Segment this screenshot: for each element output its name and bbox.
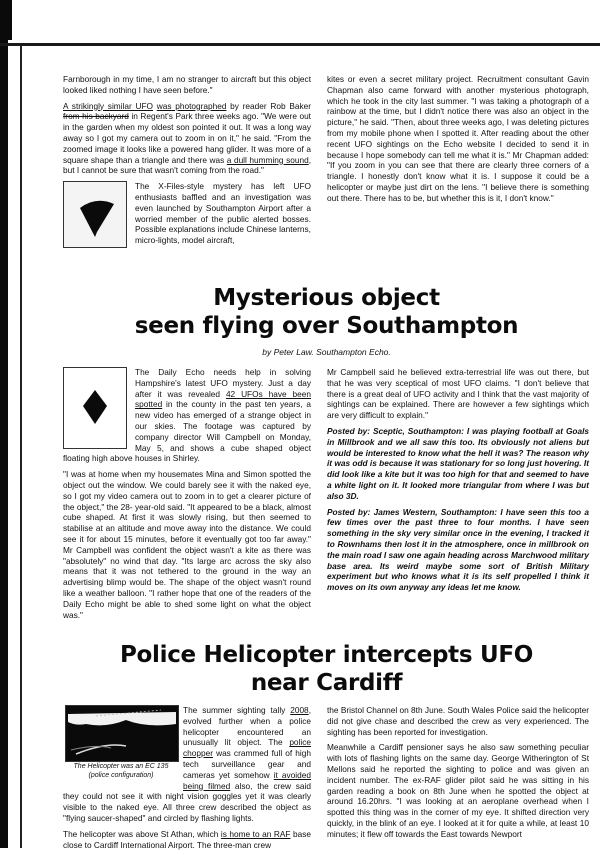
paragraph: The X-Files-style mystery has left UFO enthusiasts baffled and an investigation was even launched by Southampton Airport after a worried member of the public alerted bosses. Possible explanations include Chinese lanterns, micro-lights, model aircraft,: [135, 181, 311, 246]
text: in Regent's Park three weeks ago. "We were out in the garden when my oldest son pointed it out. It was a long way away so I got my camera out to zoom in on it," he said. "From the zoomed image it looks like a powered hang glider. It was more of a square shape than a triangle and there was: [63, 111, 311, 165]
text: The helicopter was above St Athan, which: [63, 828, 221, 839]
underlined-text: 2008: [290, 705, 309, 715]
paragraph: kites or even a secret military project. Recruitment consultant Gavin Chapman also came forward with another mysterious photograph, which he took in the city last summer. "I was taking a photograph of a rainbow at the time, but I didn't notice there was also an object in the picture," he said. "Then, about three weeks ago, I was deleting pictures from my mobile phone when I spotted it. After reading about the other recent UFO sightings on the Echo website I decided to send it in because I hope somebody can tell me what it is." Mr Chapman added: "If you zoom in you can see that there are clearly three corners of a triangle. I honestly don't know what it is. I suppose it could be a helicopter or maybe just dirt on the lens. "I believe there is something out there. There has to be, but whether this is it, I don't know.": [327, 74, 589, 203]
paragraph: [63, 829, 311, 851]
paragraph: Mr Campbell said he believed extra-terrestrial life was out there, but that he was very sceptical of most UFO claims. "I don't believe that there is a great deal of UFO activity and I think that the vast majority of sightings can be explained. There are however a few sightings which are very difficult to explain.": [327, 367, 589, 421]
headline-southampton: [63, 284, 590, 340]
southampton-right-column: [327, 367, 589, 598]
ufo-triangle-photo-icon: [64, 182, 126, 247]
black-diamond-ufo-icon: [64, 368, 126, 448]
margin-rule: [20, 45, 22, 848]
cardiff-left-column: [63, 705, 311, 855]
paragraph: the Bristol Channel on 8th June. South Wales Police said the helicopter did not give chase and described the crew as very experienced. The sighting has been reported for investigation.: [327, 705, 589, 737]
headline-line: Mysterious object: [213, 285, 440, 311]
top-rule: [0, 43, 600, 46]
text: also, the crew said they could not see it with night vision goggles yet it was clearly visible to the naked eye. All three crew described the object as "flying saucer-shaped" and circled by flashing lights.: [63, 780, 311, 823]
text: , but I cannot be sure that wasn't coming from the road.": [63, 154, 311, 176]
top-right-column: [327, 74, 589, 209]
byline: by Peter Law. Southampton Echo.: [262, 347, 391, 357]
helicopter-night-photo-icon: [65, 705, 179, 762]
text: The summer sighting tally: [183, 705, 291, 715]
paragraph: [63, 101, 311, 177]
cardiff-right-column: [327, 705, 589, 845]
text: by reader Rob Baker: [226, 100, 311, 111]
underlined-text: was photographed: [156, 100, 227, 111]
helicopter-figure: [65, 705, 177, 780]
underlined-text: 42 UFOs have been spotted: [135, 388, 311, 410]
headline-line: Police Helicopter intercepts UFO: [119, 642, 534, 668]
paragraph: Farnborough in my time, I am no stranger to aircraft but this object looked liked nothing I have seen before.": [63, 74, 311, 95]
text: in the county in the past ten years, a new video has emerged of a strange object in our skies. The footage was captured by company director Will Campbell on Monday, May 5, and shows a cube shaped object floating high above houses in Shirley.: [63, 399, 311, 464]
caption-line: (police configuration): [88, 772, 154, 779]
underlined-text: A strikingly similar UFO: [63, 100, 154, 111]
ufo-photo: [63, 181, 127, 248]
underlined-text: it avoided being filmed: [183, 769, 311, 791]
top-left-column: [63, 74, 311, 251]
underlined-text: a dull humming sound: [226, 154, 309, 165]
underlined-text: police chopper: [183, 737, 311, 759]
caption-line: The Helicopter was an EC 135: [73, 763, 169, 770]
image-caption: [65, 762, 177, 780]
paragraph: Meanwhile a Cardiff pensioner says he also saw something peculiar with lots of flashing lights on the same day. George Witherington of St Mellons said he reported the sighting to police and was given an incident number. The ex-RAF glider pilot said he was sitting in his garden reading a book on 8th June when he spotted the object at around 16.20hrs. "I was looking at an aeroplane overhead when I spotted this thing was in the corner of my eye. It shifted direction very quickly, in the blink of an eye. I looked at it for quite a while, at least 10 minutes; it flew off towards the East towards Newport: [327, 742, 589, 839]
southampton-left-column: [63, 367, 311, 625]
text: base close to Cardiff International Airport. The three-man crew: [63, 828, 311, 850]
struck-text: from his backyard: [63, 111, 129, 122]
headline-line: seen flying over Southampton: [134, 313, 519, 339]
reader-comment: Posted by: James Western, Southampton: I have seen this too a few times over the past three to four months. I have seen something in the sky very similar once in the evening, I tracked it to Rownhams then lost it in the atmosphere, once in millbrook on the main road I saw one again heading across Marchwood military base area. Its weird maybe some sort of British Military experiment but who knows what it is its self propelled I think it moves on its own anyway any ideas let me know.: [327, 506, 589, 593]
underlined-text: is home to an RAF: [220, 828, 291, 839]
diamond-photo: [63, 367, 127, 449]
reader-comment: Posted by: Sceptic, Southampton: I was playing football at Goals in Millbrook and we all saw this too. Its obviously not aliens but would be interested to know what the hell it was? The reason why it was odd is because it was stationary for so long just hovering. It did look like a kite but it was too high for that and seemed to have a white light on it. It looked more triangular from where I was but also 3D.: [327, 425, 589, 501]
text: , evolved further when a police helicopter encountered an unusually lit object. The: [183, 705, 311, 748]
binder-edge-top: [0, 0, 12, 40]
paragraph: "I was at home when my housemates Mina and Simon spotted the object out the window. We could barely see it with the naked eye, so I got my video camera out to zoom in to get a clearer picture of the object," the 28- year-old said. "It appeared to be a black, almost cube shaped. At first it was slowly rising, but then seemed to stabilise at an altitude and move away into the distance. We could see it for about 15 minutes, before it eventually got too far away." Mr Campbell was confident the object wasn't a kite as there was "absolutely" no wind that day. "Its large arc across the sky also means that it was not tethered to the ground in the way an advertising blimp would be. The shape of the object wasn't round like a weather balloon. "I rather hope that one of the readers of the Daily Echo might be able to shed some light on what the object was.": [63, 469, 311, 620]
headline-cardiff: [63, 641, 590, 697]
text: The Daily Echo needs help in solving Hampshire's latest UFO mystery. Just a day after it was revealed: [135, 367, 311, 399]
binder-edge: [0, 0, 8, 848]
text: was crammed full of high tech surveillance gear and cameras yet somehow: [183, 748, 311, 780]
headline-line: near Cardiff: [250, 670, 403, 696]
